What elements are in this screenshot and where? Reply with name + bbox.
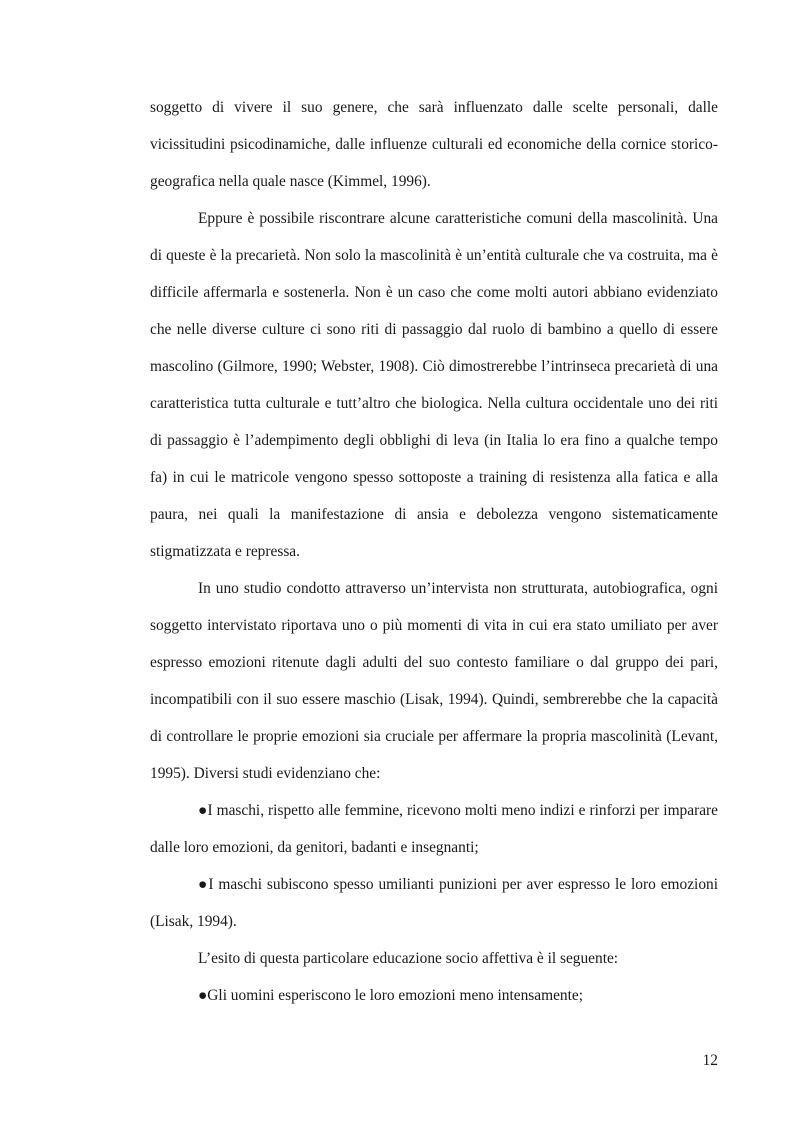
- bullet-item-2: [150, 866, 718, 940]
- body-text: [150, 89, 718, 1014]
- bullet-item-3-text: Gli uomini esperiscono le loro emozioni meno intensamente;: [207, 987, 583, 1004]
- paragraph-2: Eppure è possibile riscontrare alcune caratteristiche comuni della mascolinità. Una di queste è la precarietà. Non solo la mascolinità è un’entità culturale che va costruita, ma è difficile affermarla e sostenerla. Non è un caso che come molti autori abbiano evidenziato che nelle diverse culture ci sono riti di passaggio dal ruolo di bambino a quello di essere mascolino (Gilmore, 1990; Webster, 1908). Ciò dimostrerebbe l’intrinseca precarietà di una caratteristica tutta culturale e tutt’altro che biologica. Nella cultura occidentale uno dei riti di passaggio è l’adempimento degli obblighi di leva (in Italia lo era fino a qualche tempo fa) in cui le matricole vengono spesso sottoposte a training di resistenza alla fatica e alla paura, nei quali la manifestazione di ansia e debolezza vengono sistematicamente stigmatizzata e repressa.: [150, 210, 718, 560]
- bullet-icon: ●: [198, 987, 208, 1004]
- bullet-item-1-text: I maschi, rispetto alle femmine, ricevono molti meno indizi e rinforzi per imparare dalle loro emozioni, da genitori, badanti e insegnanti;: [150, 802, 718, 856]
- bullet-icon: ●: [198, 802, 208, 819]
- bullet-item-2-text: I maschi subiscono spesso umilianti punizioni per aver espresso le loro emozioni (Lisak, 1994).: [150, 876, 718, 930]
- bullet-item-3: [150, 977, 718, 1014]
- paragraph-3: In uno studio condotto attraverso un’intervista non strutturata, autobiografica, ogni soggetto intervistato riportava uno o più momenti di vita in cui era stato umiliato per aver espresso emozioni ritenute dagli adulti del suo contesto familiare o dal gruppo dei pari, incompatibili con il suo essere maschio (Lisak, 1994). Quindi, sembrerebbe che la capacità di controllare le proprie emozioni sia cruciale per affermare la propria mascolinità (Levant, 1995). Diversi studi evidenziano che:: [150, 580, 718, 782]
- bullet-icon: ●: [198, 876, 209, 893]
- bullet-item-1: [150, 792, 718, 866]
- paragraph-4: L’esito di questa particolare educazione socio affettiva è il seguente:: [198, 950, 619, 967]
- page-number: 12: [702, 1052, 718, 1069]
- paragraph-1: soggetto di vivere il suo genere, che sarà influenzato dalle scelte personali, dalle vicissitudini psicodinamiche, dalle influenze culturali ed economiche della cornice storico-geografica nella quale nasce (Kimmel, 1996).: [150, 99, 718, 190]
